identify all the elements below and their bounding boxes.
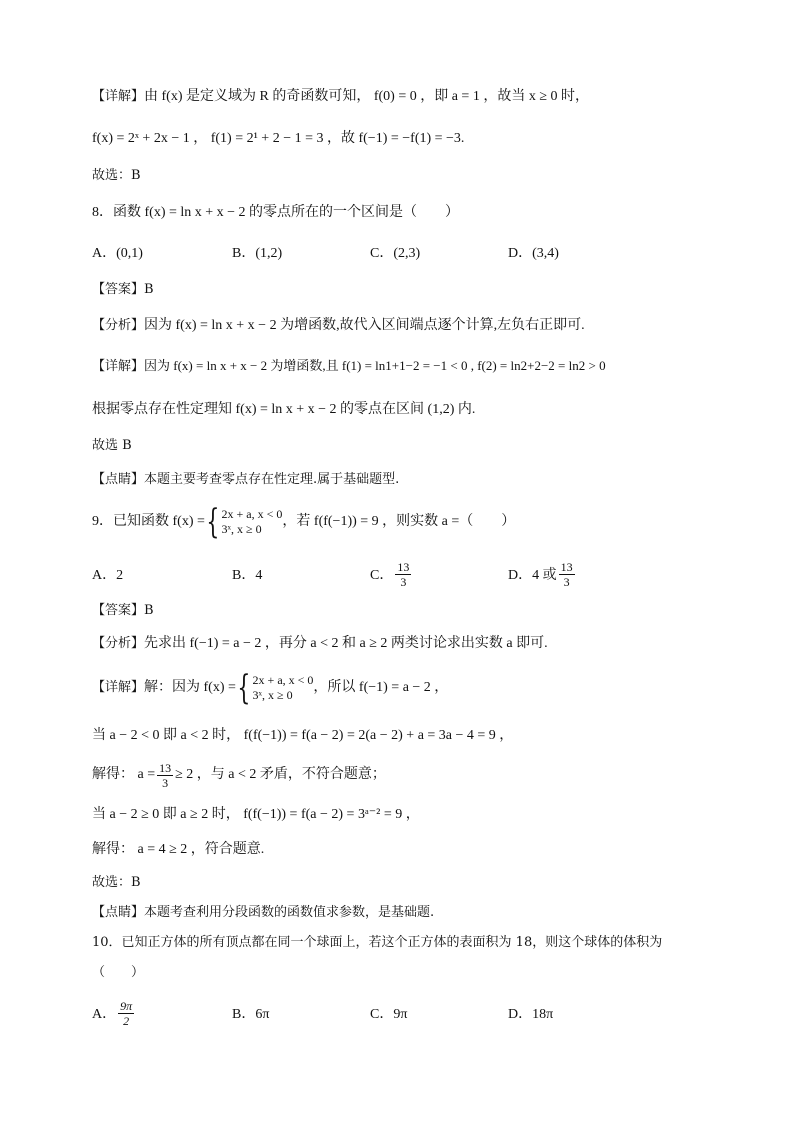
- answer-q9: [92, 601, 154, 621]
- denominator: 3: [162, 775, 169, 790]
- options-q9: [92, 554, 712, 594]
- answer-tag: 【答案】: [92, 603, 145, 618]
- comment-tag: 【点睛】: [92, 472, 145, 487]
- question-text-post: ，若 f(f(−1)) = 9 ，则实数 a =（ ）: [282, 514, 516, 529]
- option-d: D．18π: [508, 1007, 554, 1022]
- choice-text: 故选 B: [92, 438, 132, 453]
- answer-q8: [92, 280, 154, 300]
- option-c: [370, 554, 413, 594]
- detail-text-post: ≥ 2 ，与 a < 2 矛盾，不符合题意；: [175, 767, 386, 782]
- answer-text: B: [144, 603, 154, 618]
- comment-tag: 【点睛】: [92, 905, 145, 920]
- option-c: C．9π: [370, 1007, 408, 1022]
- denominator: 3: [563, 574, 570, 589]
- case-1: 2x + a, x < 0: [252, 673, 314, 687]
- analysis-tag: 【分析】: [92, 636, 145, 651]
- question-text: 10．已知正方体的所有顶点都在同一个球面上，若这个正方体的表面积为 18，则这个球体的体积为: [92, 935, 663, 950]
- option-b: B．6π: [232, 1007, 270, 1022]
- denominator: 2: [123, 1013, 130, 1028]
- detail-line-q7-cont: [92, 129, 464, 149]
- options-q10: [92, 993, 712, 1033]
- question-text: 8．函数 f(x) = ln x + x − 2 的零点所在的一个区间是（ ）: [92, 205, 460, 220]
- options-q8: [92, 232, 712, 272]
- comment-q9: [92, 903, 434, 923]
- option-d-label: D．4 或: [508, 568, 557, 583]
- question-text-cont: （ ）: [92, 965, 145, 980]
- detail-q9-case2: [92, 805, 420, 825]
- detail-text: f(x) = 2ˣ + 2x − 1 ， f(1) = 2¹ + 2 − 1 = 3 ，故 f(−1) = −f(1) = −3.: [92, 131, 465, 146]
- option-a-label: A．: [92, 1007, 117, 1022]
- choice-text: 故选：B: [92, 875, 141, 890]
- detail-text: 解得： a = 4 ≥ 2 ，符合题意.: [92, 842, 265, 857]
- question-10-cont: [92, 963, 144, 983]
- case-1: 2x + a, x < 0: [221, 507, 283, 521]
- comment-text: 本题考查利用分段函数的函数值求参数，是基础题.: [144, 905, 435, 920]
- option-a: [92, 993, 136, 1033]
- detail-text: 由 f(x) 是定义域为 R 的奇函数可知， f(0) = 0 ，即 a = 1 ，故当 x ≥ 0 时，: [144, 89, 590, 104]
- detail-text: 解得： a =: [92, 767, 156, 782]
- fraction: [395, 560, 411, 589]
- question-text: 9．已知函数 f(x) =: [92, 514, 205, 529]
- fraction: [157, 761, 173, 790]
- fraction: [559, 560, 575, 589]
- option-a: A．2: [92, 568, 124, 583]
- detail-q8-cont: [92, 400, 475, 420]
- comment-text: 本题主要考查零点存在性定理.属于基础题型.: [144, 472, 400, 487]
- analysis-q9: [92, 634, 548, 654]
- detail-text: 解：因为 f(x) =: [144, 680, 236, 695]
- detail-tag: 【详解】: [92, 89, 145, 104]
- detail-q9-solve2: [92, 840, 264, 860]
- detail-text: 因为 f(x) = ln x + x − 2 为增函数,且 f(1) = ln1+1−2 = −1 < 0 , f(2) = ln2+2−2 = ln2 > 0: [144, 358, 606, 373]
- analysis-text: 因为 f(x) = ln x + x − 2 为增函数,故代入区间端点逐个计算,左负右正即可.: [144, 318, 585, 333]
- question-9: [92, 504, 515, 540]
- denominator: 3: [400, 574, 407, 589]
- detail-q8: [92, 356, 606, 377]
- detail-q9: [92, 670, 448, 706]
- choice-line-q9: [92, 873, 141, 893]
- detail-tag: 【详解】: [92, 680, 145, 695]
- option-d: D．(3,4): [508, 246, 559, 261]
- comment-q8: [92, 470, 399, 490]
- fraction: [118, 999, 134, 1028]
- option-b: B．4: [232, 568, 263, 583]
- option-b: B．(1,2): [232, 246, 283, 261]
- answer-tag: 【答案】: [92, 282, 145, 297]
- brace: {: [206, 502, 220, 542]
- piecewise-function: [205, 502, 283, 542]
- detail-tag: 【详解】: [92, 359, 145, 374]
- detail-q9-case1: [92, 726, 513, 746]
- choice-text: 故选：B: [92, 168, 141, 183]
- brace: {: [237, 668, 251, 708]
- piecewise-function: [236, 668, 314, 708]
- detail-text: 根据零点存在性定理知 f(x) = ln x + x − 2 的零点在区间 (1,2) 内.: [92, 402, 476, 417]
- option-c-label: C．: [370, 568, 394, 583]
- numerator: 9π: [120, 998, 133, 1013]
- choice-line-q8: [92, 436, 132, 456]
- case-2: 3ˣ, x ≥ 0: [221, 522, 262, 536]
- case-2: 3ˣ, x ≥ 0: [252, 688, 293, 702]
- option-a: A．(0,1): [92, 246, 143, 261]
- analysis-tag: 【分析】: [92, 318, 145, 333]
- numerator: 13: [159, 760, 172, 775]
- question-8: [92, 203, 459, 223]
- question-10: [92, 933, 662, 953]
- analysis-q8: [92, 316, 585, 336]
- detail-text-post: ，所以 f(−1) = a − 2 ，: [313, 680, 449, 695]
- numerator: 13: [397, 559, 410, 574]
- option-d: [508, 554, 577, 594]
- detail-q9-solve1: [92, 760, 386, 790]
- analysis-text: 先求出 f(−1) = a − 2 ，再分 a < 2 和 a ≥ 2 两类讨论求出实数 a 即可.: [144, 636, 548, 651]
- detail-line-q7: [92, 87, 589, 107]
- answer-text: B: [144, 282, 154, 297]
- option-c: C．(2,3): [370, 246, 421, 261]
- detail-text: 当 a − 2 ≥ 0 即 a ≥ 2 时， f(f(−1)) = f(a − 2) = 3ᵃ⁻² = 9 ，: [92, 807, 420, 822]
- detail-text: 当 a − 2 < 0 即 a < 2 时， f(f(−1)) = f(a − 2) = 2(a − 2) + a = 3a − 4 = 9 ，: [92, 728, 514, 743]
- numerator: 13: [560, 559, 573, 574]
- choice-line-q7: [92, 166, 141, 186]
